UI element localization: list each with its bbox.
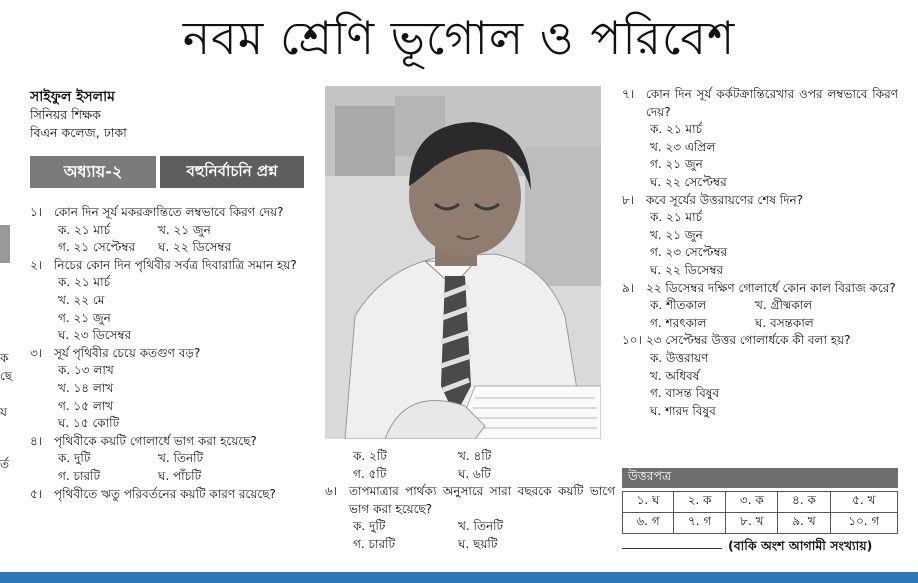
question-number: ১০। xyxy=(622,333,642,348)
option: গ. ২১ সেপ্টেম্বর xyxy=(58,240,136,255)
edge-strip xyxy=(0,225,10,263)
option: ঘ. ২২ ডিসেম্বর xyxy=(650,262,724,277)
student-illustration xyxy=(325,86,601,439)
option: গ. ৫টি xyxy=(353,466,387,481)
option: খ. ২৩ এপ্রিল xyxy=(650,139,716,154)
answer-cell: ১০. গ xyxy=(830,513,897,534)
page-title: নবম শ্রেণি ভূগোল ও পরিবেশ xyxy=(182,11,736,65)
answer-cell: ৯. খ xyxy=(778,513,830,534)
option: ক. ২১ মার্চ xyxy=(650,122,703,137)
question-column-1 xyxy=(30,204,306,503)
option: ঘ. ১৫ কোটি xyxy=(58,416,120,431)
table-row xyxy=(623,513,898,534)
question-text: ২৩ সেপ্টেম্বর উত্তর গোলার্ধকে কী বলা হয়? xyxy=(646,333,851,348)
question-item xyxy=(622,332,898,420)
question-number: ৮। xyxy=(622,192,635,207)
option: ঘ. ২২ ডিসেম্বর xyxy=(158,240,232,255)
divider xyxy=(622,548,722,549)
student-photo xyxy=(325,86,601,439)
question-text: নিচের কোন দিন পৃথিবীর সর্বত্র দিবারাত্রি সমান হয়? xyxy=(54,257,297,272)
answer-key-table xyxy=(622,491,898,534)
question-number: ১। xyxy=(30,205,43,219)
question-number: ৯। xyxy=(622,280,635,295)
answer-cell: ২. ক xyxy=(674,492,726,513)
option: ঘ. ২৩ ডিসেম্বর xyxy=(58,328,132,343)
option: ক. ২টি xyxy=(353,449,387,463)
question-number: ৬। xyxy=(325,484,338,499)
option: ক. শীতকাল xyxy=(650,298,707,313)
question-item xyxy=(30,433,306,486)
question-text: কবে সূর্যের উত্তরায়ণের শেষ দিন? xyxy=(646,192,804,207)
question-item xyxy=(30,345,306,433)
question-text: কোন দিন সূর্য মকরক্রান্তিতে লম্বভাবে কিরণ দেয়? xyxy=(54,205,284,219)
edge-char: ছে xyxy=(0,369,13,383)
question-item xyxy=(325,448,615,483)
question-column-2 xyxy=(325,448,615,554)
option: খ. ২২ মে xyxy=(58,292,105,307)
bottom-band xyxy=(0,572,918,583)
answer-key-title: উত্তরপত্র xyxy=(622,468,898,488)
author-role: সিনিয়র শিক্ষক xyxy=(30,107,101,122)
answer-cell: ৬. গ xyxy=(623,513,674,534)
answer-cell: ৫. খ xyxy=(830,492,897,513)
question-item xyxy=(622,192,898,280)
question-item xyxy=(325,483,615,553)
edge-char: ক xyxy=(0,351,9,365)
option: খ. অধিবর্ষ xyxy=(650,368,700,383)
question-item xyxy=(30,486,306,504)
answer-cell: ১. ঘ xyxy=(623,492,674,513)
option: ঘ. পাঁচটি xyxy=(158,468,202,483)
option: গ. চারটি xyxy=(353,536,396,551)
option: খ. গ্রীষ্মকাল xyxy=(755,298,813,313)
option: ঘ. ছয়টি xyxy=(458,536,498,551)
chapter-bar xyxy=(30,156,304,188)
question-item xyxy=(622,86,898,192)
option: গ. ২১ জুন xyxy=(58,310,111,325)
question-item xyxy=(30,257,306,345)
option: খ. ৪টি xyxy=(458,449,492,463)
chapter-label: অধ্যায়-২ xyxy=(30,156,156,188)
question-column-3 xyxy=(622,86,898,420)
option: গ. শরৎকাল xyxy=(650,315,707,330)
question-text: পৃথিবীতে ঋতু পরিবর্তনের কয়টি কারণ রয়েছে? xyxy=(54,486,276,501)
option: গ. বাসন্ত বিষুব xyxy=(650,386,720,401)
option: ঘ. শারদ বিষুব xyxy=(650,403,716,418)
option: ঘ. বসন্তকাল xyxy=(755,315,814,330)
author-name: সাইফুল ইসলাম xyxy=(30,89,115,105)
answer-cell: ৪. ক xyxy=(778,492,830,513)
question-item xyxy=(30,204,306,257)
option: গ. ১৫ লাখ xyxy=(58,398,114,413)
option: ঘ. ৬টি xyxy=(458,466,491,481)
question-number: ৩। xyxy=(30,345,43,360)
option: গ. ২১ জুন xyxy=(650,157,703,172)
answer-cell: ৮. খ xyxy=(726,513,778,534)
question-number: ৪। xyxy=(30,433,43,448)
option: ক. ২১ মার্চ xyxy=(58,222,111,237)
question-text: সূর্য পৃথিবীর চেয়ে কতগুণ বড়? xyxy=(54,345,201,360)
question-text: ২২ ডিসেম্বর দক্ষিণ গোলার্ধে কোন কাল বিরাজ করে? xyxy=(646,280,896,295)
edge-char: র্ত xyxy=(0,457,10,471)
option: গ. চারটি xyxy=(58,468,101,483)
option: ক. দুটি xyxy=(353,519,386,534)
option: খ. ২১ জুন xyxy=(158,222,211,237)
option: খ. তিনটি xyxy=(158,451,204,466)
option: ক. দুটি xyxy=(58,451,91,466)
continued-note: (বাকি অংশ আগামী সংখ্যায়) xyxy=(728,538,873,553)
question-text: তাপমাত্রার পার্থক্য অনুসারে সারা বছরকে কয়টি ভাগে ভাগ করা হয়েছে? xyxy=(349,484,615,516)
option: খ. ২১ জুন xyxy=(650,227,703,242)
edge-char: য xyxy=(0,405,7,419)
option: ক. ১৩ লাখ xyxy=(58,363,114,378)
option: গ. ২৩ সেপ্টেম্বর xyxy=(650,245,728,260)
chapter-type: বহুনির্বাচনি প্রশ্ন xyxy=(160,156,304,188)
question-text: কোন দিন সূর্য কর্কটক্রান্তিরেখার ওপর লম্বভাবে কিরণ দেয়? xyxy=(646,87,898,119)
option: ক. ২১ মার্চ xyxy=(58,275,111,290)
answer-cell: ৩. ক xyxy=(726,492,778,513)
question-number: ৫। xyxy=(30,486,43,501)
option: ক. উত্তরায়ণ xyxy=(650,350,709,365)
answer-cell: ৭. গ xyxy=(674,513,726,534)
author-block xyxy=(30,88,127,142)
option: খ. তিনটি xyxy=(458,519,504,534)
option: ক. ২১ মার্চ xyxy=(650,210,703,225)
question-number: ৭। xyxy=(622,87,635,101)
question-text: পৃথিবীকে কয়টি গোলার্ধে ভাগ করা হয়েছে? xyxy=(54,433,257,448)
question-number: ২। xyxy=(30,257,43,272)
option: খ. ১৪ লাখ xyxy=(58,380,114,395)
author-institution: বিএন কলেজ, ঢাকা xyxy=(30,125,127,140)
option: ঘ. ২২ সেপ্টেম্বর xyxy=(650,174,727,189)
table-row xyxy=(623,492,898,513)
question-item xyxy=(622,280,898,333)
